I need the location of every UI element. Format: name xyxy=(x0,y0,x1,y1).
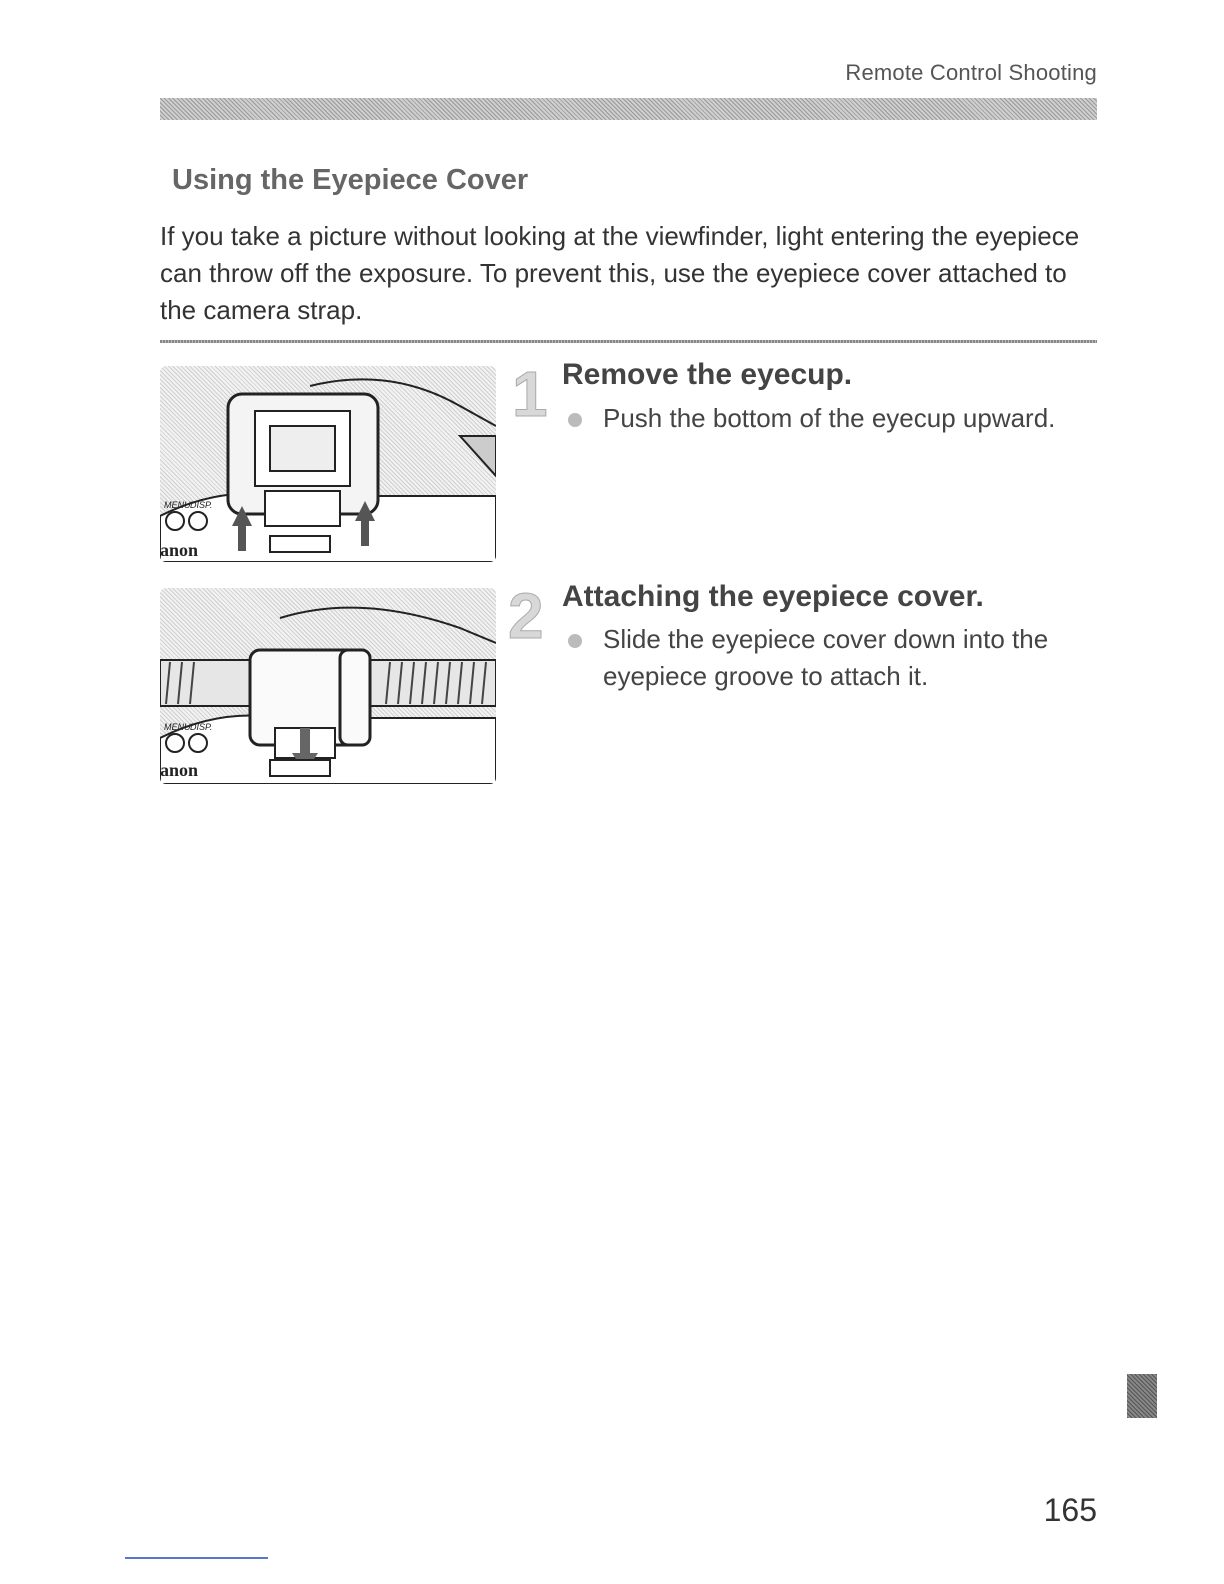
figure-label-menu: MENU xyxy=(164,500,191,510)
running-header: Remote Control Shooting xyxy=(845,60,1097,85)
step-1-text: Push the bottom of the eyecup upward. xyxy=(603,403,1056,433)
figure-label-disp: DISP. xyxy=(190,500,213,510)
figure-label-menu: MENU xyxy=(164,722,191,732)
figure-label-brand: anon xyxy=(160,760,199,780)
figure-label-brand: anon xyxy=(160,540,199,560)
step-1-illustration xyxy=(160,366,496,562)
step-1-number: 1 xyxy=(512,358,548,430)
page-number: 165 xyxy=(1043,1492,1097,1528)
step-1-bullet xyxy=(568,413,582,427)
thumb-index-tab xyxy=(1127,1374,1157,1418)
divider xyxy=(160,340,1097,343)
step-1-title: Remove the eyecup. xyxy=(562,358,853,391)
footer-line xyxy=(125,1557,268,1559)
section-title: Using the Eyepiece Cover xyxy=(172,164,529,196)
step-2-illustration xyxy=(160,588,496,784)
intro-paragraph: If you take a picture without looking at the viewfinder, light entering the eyepiece can throw off the exposure. To prevent this, use the eyepiece cover attached to the camera strap. xyxy=(160,221,1080,325)
step-2-text: Slide the eyepiece cover down into the eyepiece groove to attach it. xyxy=(603,624,1049,691)
step-2-title: Attaching the eyepiece cover. xyxy=(562,580,984,613)
step-2-number: 2 xyxy=(508,580,544,652)
figure-label-disp: DISP. xyxy=(190,722,213,732)
header-bar xyxy=(160,98,1097,120)
step-2-bullet xyxy=(568,634,582,648)
